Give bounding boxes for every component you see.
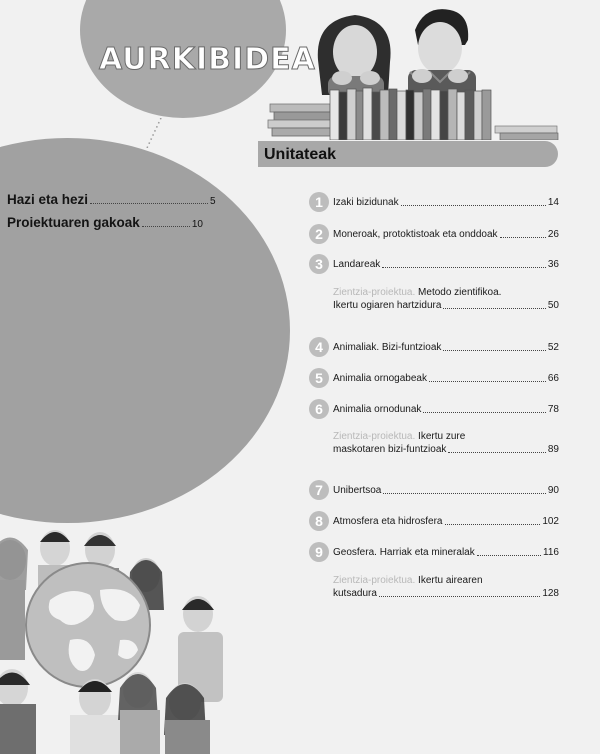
left-entry — [7, 215, 203, 230]
project-title-line2: maskotaren bizi-funtzioak — [333, 444, 447, 455]
unit-label: Animaliak. Bizi-funtzioak — [333, 342, 442, 353]
unit-header: Unitateak — [264, 146, 337, 163]
project-title-line1: Metodo zientifikoa. — [418, 287, 502, 298]
project-entry — [333, 430, 559, 456]
page-title: AURKIBIDEA — [99, 42, 316, 77]
project-entry — [333, 574, 559, 600]
project-entry — [333, 286, 559, 312]
children-with-globe-photo — [0, 520, 235, 754]
project-title-line2: Ikertu ogiaren hartzidura — [333, 300, 442, 311]
project-keyword: Zientzia-proiektua. — [333, 575, 416, 586]
project-page: 89 — [547, 444, 559, 455]
unit-label: Moneroak, protoktistoak eta onddoak — [333, 229, 498, 240]
unit-number-badge: 5 — [309, 368, 329, 388]
unit-number-badge: 3 — [309, 254, 329, 274]
unit-number-badge: 1 — [309, 192, 329, 212]
left-entry-page: 10 — [191, 219, 203, 230]
project-title-line1: Ikertu zure — [418, 431, 466, 442]
unit-page: 36 — [547, 259, 559, 270]
unit-page: 78 — [547, 404, 559, 415]
unit-number-badge: 8 — [309, 511, 329, 531]
project-page: 128 — [542, 588, 559, 599]
unit-label: Unibertsoa — [333, 485, 382, 496]
project-page: 50 — [547, 300, 559, 311]
left-entry-page: 5 — [210, 196, 216, 207]
unit-page: 66 — [547, 373, 559, 384]
project-keyword: Zientzia-proiektua. — [333, 287, 416, 298]
unit-number-badge: 2 — [309, 224, 329, 244]
unit-page: 52 — [547, 342, 559, 353]
unit-page: 102 — [542, 516, 559, 527]
unit-label: Animalia ornogabeak — [333, 373, 427, 384]
project-title-line1: Ikertu airearen — [418, 575, 483, 586]
project-keyword: Zientzia-proiektua. — [333, 431, 416, 442]
unit-number-badge: 4 — [309, 337, 329, 357]
unit-number-badge: 7 — [309, 480, 329, 500]
unit-page: 26 — [547, 229, 559, 240]
unit-label: Geosfera. Harriak eta mineralak — [333, 547, 475, 558]
project-title-line2: kutsadura — [333, 588, 377, 599]
unit-label: Landareak — [333, 259, 381, 270]
dotted-connector — [145, 118, 165, 148]
unit-page: 14 — [547, 197, 559, 208]
left-entry-label: Proiektuaren gakoak — [7, 215, 140, 230]
unit-label: Atmosfera eta hidrosfera — [333, 516, 443, 527]
left-entry-label: Hazi eta hezi — [7, 192, 89, 207]
unit-page: 90 — [547, 485, 559, 496]
left-entry — [7, 192, 216, 207]
unit-number-badge: 9 — [309, 542, 329, 562]
unit-label: Izaki bizidunak — [333, 197, 399, 208]
unit-label: Animalia ornodunak — [333, 404, 422, 415]
students-with-books-photo — [260, 0, 560, 140]
unit-number-badge: 6 — [309, 399, 329, 419]
unit-page: 116 — [543, 547, 559, 558]
